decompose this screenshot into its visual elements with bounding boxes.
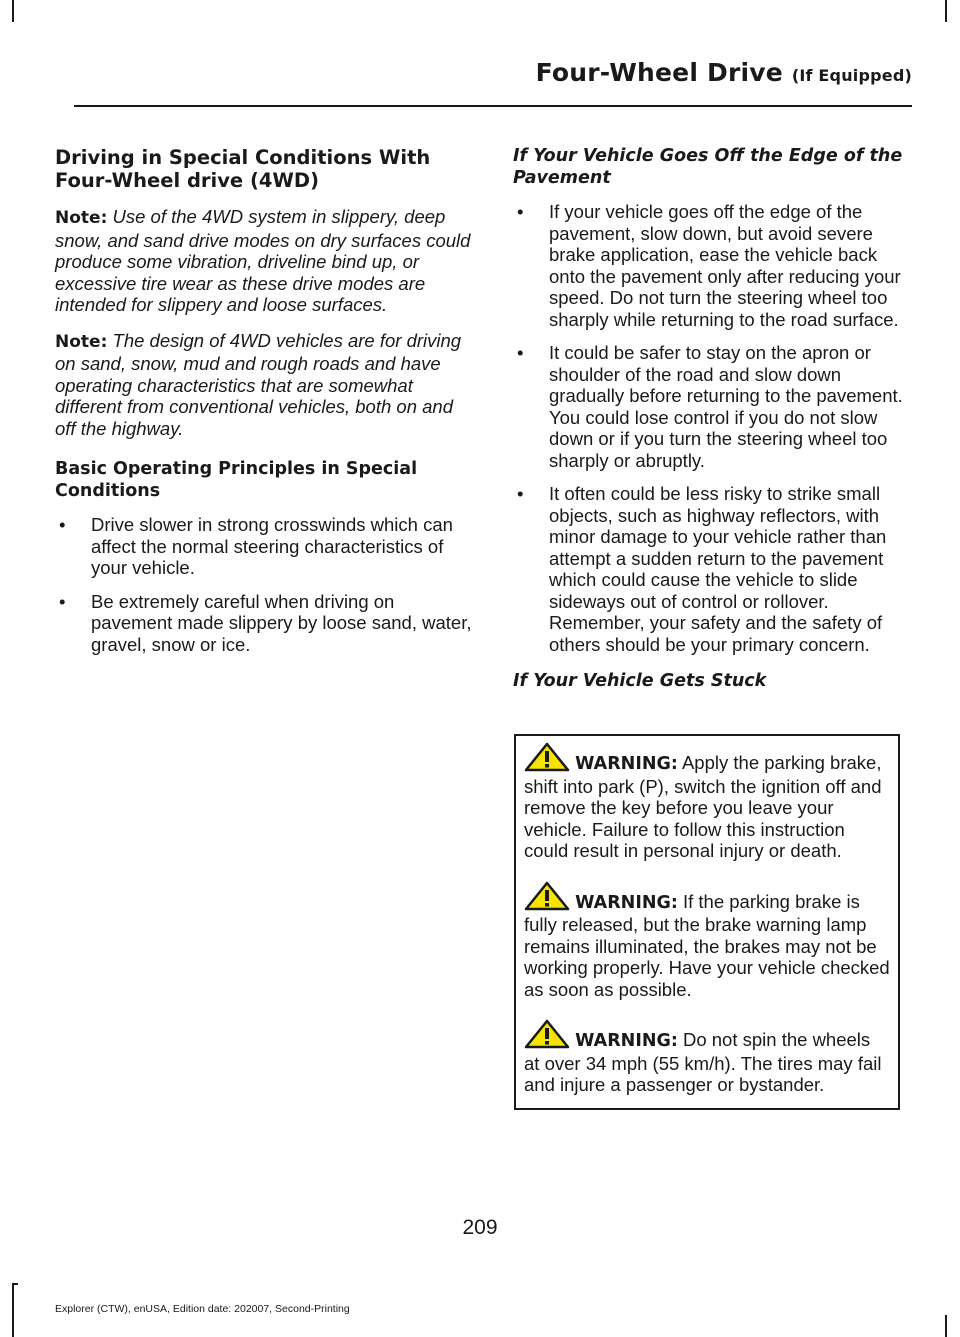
- warning-label: WARNING:: [575, 1031, 678, 1051]
- page-number: 209: [462, 1216, 498, 1239]
- warning-text: If the parking brake is fully released, but the brake warning lamp remains illuminated, the brakes may not be working properly. Have your vehicle checked as soon as possible.: [524, 890, 890, 1000]
- warning-triangle-icon: [524, 742, 570, 772]
- list-item: [55, 514, 475, 579]
- list-item-text: It could be safer to stay on the apron or shoulder of the road and slow down gradually before returning to the pavement. You could lose control if you do not slow down or if you turn the steering wheel too sharply or abruptly.: [549, 342, 903, 471]
- note-paragraph: [55, 330, 475, 440]
- header-title-text: Four-Wheel Drive: [535, 58, 783, 87]
- list-item-text: Drive slower in strong crosswinds which can affect the normal steering characteristics of your vehicle.: [91, 514, 453, 578]
- warning-triangle-icon: [524, 881, 570, 911]
- list-item: [55, 591, 475, 656]
- list-item-text: It often could be less risky to strike small objects, such as highway reflectors, with minor damage to your vehicle rather than attempt a sudden return to the pavement which could cause the vehicle to slide sideways out of control or rollover. Remember, your safety and the safety of others should be your primary concern.: [549, 483, 887, 655]
- warning-paragraph: [524, 742, 890, 862]
- note-label: Note:: [55, 331, 108, 352]
- warning-triangle-icon: [524, 1019, 570, 1049]
- bullet-icon: •: [59, 514, 66, 535]
- bullet-icon: •: [517, 483, 524, 504]
- bullet-list: [55, 514, 475, 655]
- crop-mark: [12, 1283, 18, 1285]
- warning-paragraph: [524, 881, 890, 1001]
- crop-mark: [12, 1283, 14, 1337]
- subsection-heading: If Your Vehicle Gets Stuck: [513, 671, 767, 691]
- list-item-text: If your vehicle goes off the edge of the pavement, slow down, but avoid severe brake application, ease the vehicle back onto the pavement only after reducing your speed. Do not turn the steering wheel too sharply while returning to the road surface.: [549, 201, 901, 330]
- note-label: Note:: [55, 208, 108, 228]
- warning-paragraph: [524, 1019, 890, 1096]
- left-column: [55, 146, 475, 655]
- page-footer: Explorer (CTW), enUSA, Edition date: 202007, Second-Printing: [55, 1303, 350, 1315]
- warning-box: [514, 734, 900, 1110]
- list-item: [513, 342, 906, 471]
- subsection-heading: Basic Operating Principles in Special Conditions: [55, 459, 418, 501]
- subsection-heading: If Your Vehicle Goes Off the Edge of the Pavement: [513, 146, 903, 188]
- warning-text: Do not spin the wheels at over 34 mph (55 km/h). The tires may fail and injure a passenger or bystander.: [524, 1029, 882, 1095]
- crop-mark: [945, 1315, 947, 1337]
- crop-mark: [945, 0, 947, 22]
- warning-label: WARNING:: [575, 892, 678, 913]
- list-item: [513, 483, 906, 655]
- list-item: [513, 201, 906, 330]
- warning-text: Apply the parking brake, shift into park (P), switch the ignition off and remove the key before you leave your vehicle. Failure to follow this instruction could result in personal injury or death.: [524, 752, 882, 861]
- warning-label: WARNING:: [575, 754, 678, 774]
- right-column: [513, 146, 906, 693]
- list-item-text: Be extremely careful when driving on pavement made slippery by loose sand, water, gravel, snow or ice.: [91, 590, 472, 655]
- section-heading: Driving in Special Conditions With Four-Wheel drive (4WD): [55, 146, 431, 192]
- bullet-icon: •: [517, 201, 524, 222]
- note-paragraph: [55, 206, 475, 316]
- header-divider: [74, 105, 912, 107]
- bullet-icon: •: [59, 590, 66, 612]
- note-text: The design of 4WD vehicles are for driving on sand, snow, mud and rough roads and have operating characteristics that are somewhat different from conventional vehicles, both on and off the highway.: [55, 329, 462, 439]
- bullet-icon: •: [517, 342, 524, 363]
- crop-mark: [12, 0, 14, 22]
- header-subtitle: (If Equipped): [791, 66, 912, 85]
- bullet-list: [513, 201, 906, 655]
- note-text: Use of the 4WD system in slippery, deep snow, and sand drive modes on dry surfaces could produce some vibration, driveline bind up, or excessive tire wear as these drive modes are intended for slippery and loose surfaces.: [55, 206, 471, 315]
- page-header-title: [0, 58, 912, 87]
